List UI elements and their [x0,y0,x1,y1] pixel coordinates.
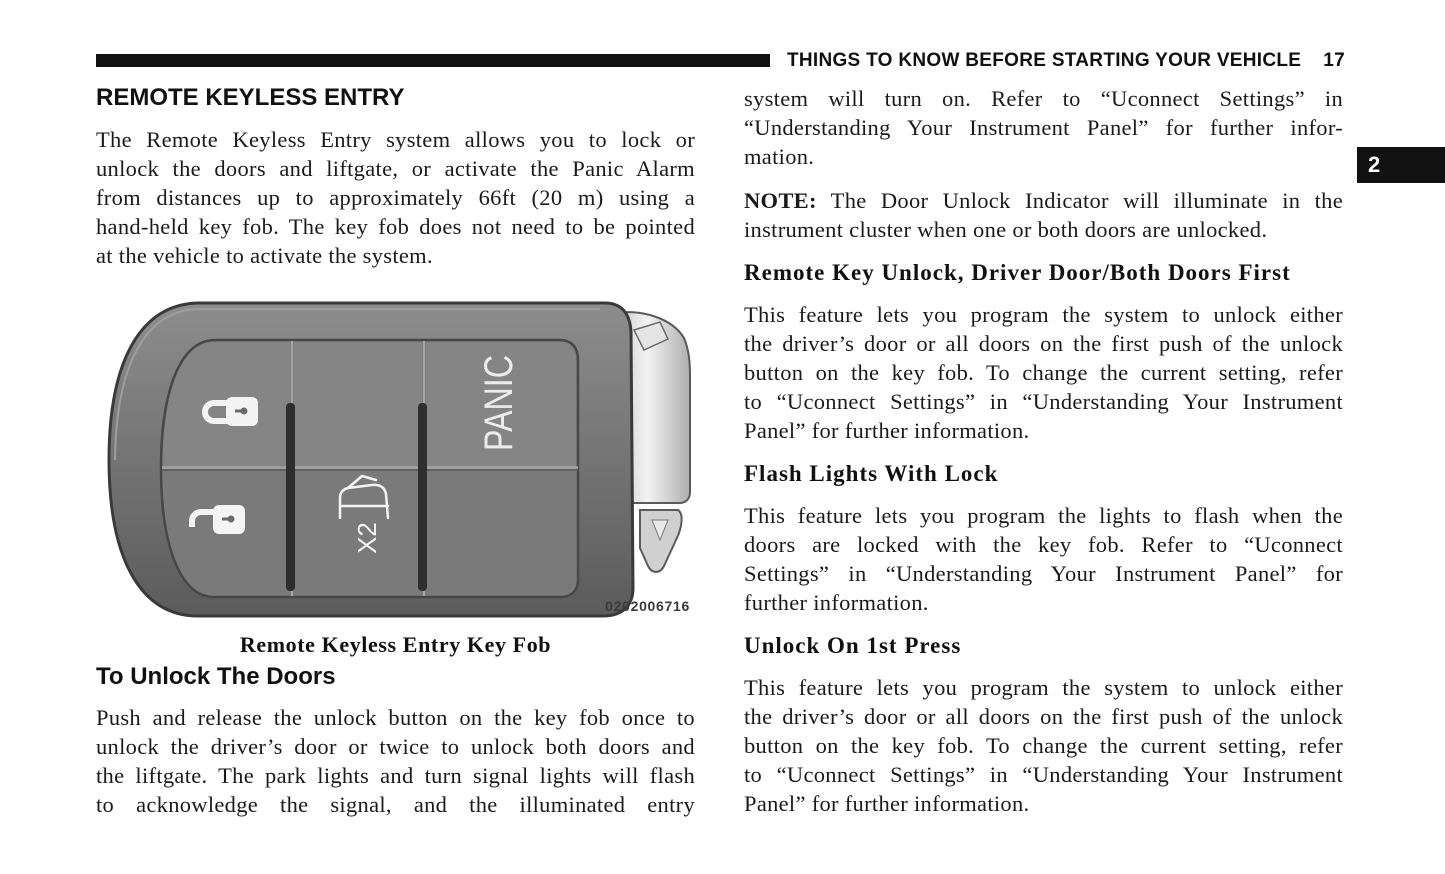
subheading-flash-lights-with-lock: Flash Lights With Lock [744,461,999,486]
liftgate-double-press-label: X2 [352,522,382,554]
chapter-number: 2 [1368,152,1381,177]
text-line [744,186,1343,215]
figure-caption: Remote Keyless Entry Key Fob [239,632,552,657]
flash-lights-paragraph [744,501,1343,617]
unlock-on-first-press-paragraph [744,673,1343,818]
text-line: button on the key fob. To change the current setting, refer [744,360,1343,385]
remote-key-unlock-paragraph [744,300,1343,445]
running-header [787,51,1345,71]
text-line: This feature lets you program the lights to flash when the [744,503,1343,528]
note-paragraph [744,186,1343,244]
text-line: button on the key fob. To change the current setting, refer [744,733,1343,758]
page-number: 17 [1323,50,1345,71]
unlock-paragraph [96,703,695,819]
text-line: further information. [744,590,929,615]
note-label: NOTE: [744,188,817,213]
text-line: the driver’s door or all doors on the first push of the unlock [744,331,1343,356]
text-line: unlock the doors and liftgate, or activate the Panic Alarm [96,156,695,181]
text-line: hand-held key fob. The key fob does not need to be pointed [96,214,695,239]
text-line: to “Uconnect Settings” in “Understanding Your Instrument [744,762,1343,787]
bottom-right-button [426,470,576,595]
text-line: from distances up to approximately 66ft (20 m) using a [96,185,695,210]
text-line: Panel” for further information. [744,418,1030,443]
text-line: mation. [744,144,815,169]
text-line: unlock the driver’s door or twice to unlock both doors and [96,734,695,759]
text-line: This feature lets you program the system to unlock either [744,675,1343,700]
text-line: doors are locked with the key fob. Refer to “Uconnect [744,532,1343,557]
text-line: to “Uconnect Settings” in “Understanding Your Instrument [744,389,1343,414]
subheading-remote-key-unlock: Remote Key Unlock, Driver Door/Both Doors First [744,260,1291,285]
text-line: the liftgate. The park lights and turn signal lights will flash [96,763,695,788]
subheading-unlock-on-1st-press: Unlock On 1st Press [744,633,962,658]
text-line: system will turn on. Refer to “Uconnect Settings” in [744,86,1343,111]
text-line: the driver’s door or all doors on the first push of the unlock [744,704,1343,729]
subheading-to-unlock-the-doors: To Unlock The Doors [96,663,336,690]
text-line: at the vehicle to activate the system. [96,243,433,268]
section-heading-remote-keyless-entry: REMOTE KEYLESS ENTRY [96,84,405,111]
text-line: “Understanding Your Instrument Panel” for further infor- [744,115,1343,140]
text-line: instrument cluster when one or both doors are unlocked. [744,217,1268,242]
note-text: The Door Unlock Indicator will illuminate in the [830,188,1343,213]
header-rule [96,54,770,67]
chapter-tab [1357,147,1445,183]
section-title: THINGS TO KNOW BEFORE STARTING YOUR VEHICLE [786,50,1302,71]
top-center-button [294,342,422,466]
figure-code: 0202006716 [605,598,690,614]
text-line: Panel” for further information. [744,791,1030,816]
key-fob-illustration [100,288,695,620]
text-line: to acknowledge the signal, and the illuminated entry [96,792,695,817]
intro-paragraph [96,125,695,270]
continuation-paragraph [744,84,1343,171]
text-line: Push and release the unlock button on the key fob once to [96,705,695,730]
panic-label: PANIC [477,331,521,451]
text-line: This feature lets you program the system to unlock either [744,302,1343,327]
text-line: The Remote Keyless Entry system allows you to lock or [96,127,695,152]
text-line: Settings” in “Understanding Your Instrument Panel” for [744,561,1343,586]
